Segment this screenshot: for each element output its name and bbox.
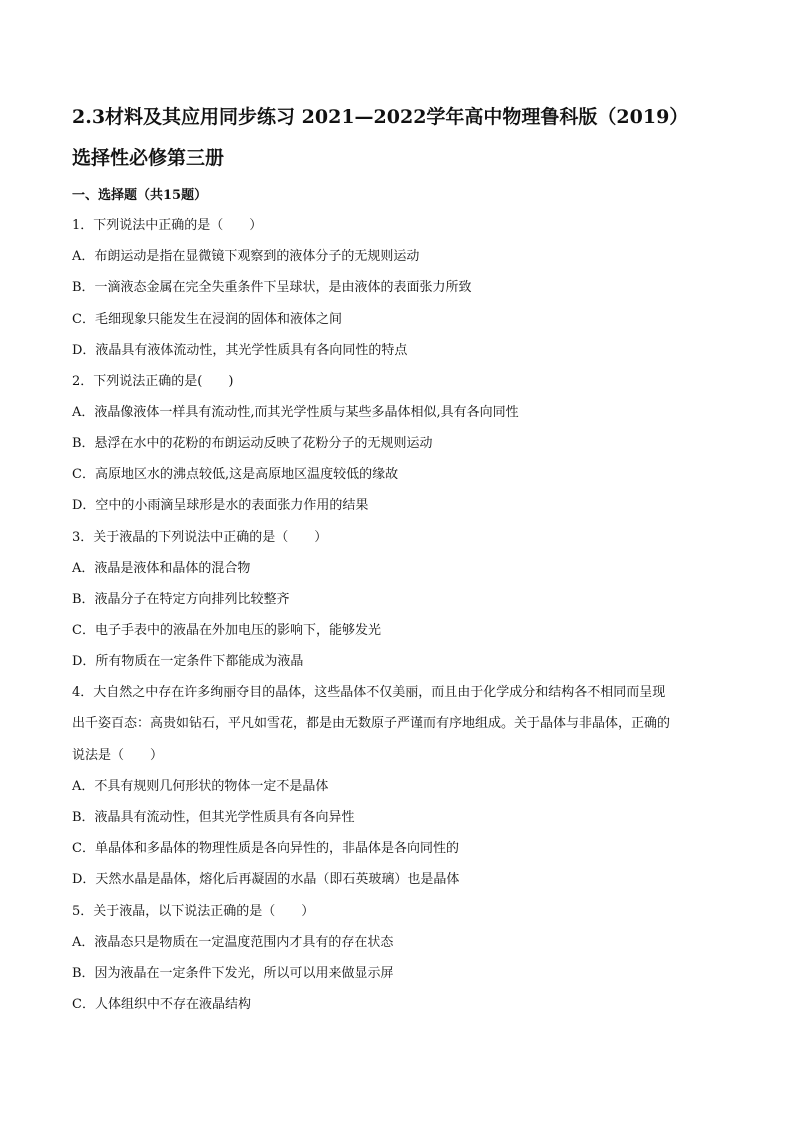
question-4-stem-line-2: 出千姿百态：高贵如钻石，平凡如雪花，都是由无数原子严谨而有序地组成。关于晶体与非晶体，正确的	[72, 716, 671, 731]
question-3-option-b: B．液晶分子在特定方向排列比较整齐	[72, 592, 290, 607]
question-2-stem: 2．下列说法正确的是( )	[72, 374, 234, 389]
question-5-option-b: B．因为液晶在一定条件下发光，所以可以用来做显示屏	[72, 966, 394, 981]
question-1-option-c: C．毛细现象只能发生在浸润的固体和液体之间	[72, 312, 342, 327]
question-4-stem-line-1: 4．大自然之中存在许多绚丽夺目的晶体，这些晶体不仅美丽，而且由于化学成分和结构各不相同而呈现	[72, 685, 666, 700]
question-2-option-a: A．液晶像液体一样具有流动性,而其光学性质与某些多晶体相似,具有各向同性	[72, 405, 519, 420]
document-title-line-2: 选择性必修第三册	[72, 147, 225, 169]
question-2-option-c: C．高原地区水的沸点较低,这是高原地区温度较低的缘故	[72, 467, 399, 482]
document-title-line-1: 2.3材料及其应用同步练习 2021—2022学年高中物理鲁科版（2019）	[72, 106, 689, 128]
question-1-stem: 1．下列说法中正确的是（ ）	[72, 218, 263, 233]
question-2-option-d: D．空中的小雨滴呈球形是水的表面张力作用的结果	[72, 498, 369, 513]
question-3-option-c: C．电子手表中的液晶在外加电压的影响下，能够发光	[72, 623, 381, 638]
question-4-option-d: D．天然水晶是晶体，熔化后再凝固的水晶（即石英玻璃）也是晶体	[72, 872, 460, 887]
question-4-option-c: C．单晶体和多晶体的物理性质是各向异性的，非晶体是各向同性的	[72, 841, 459, 856]
question-4-stem-line-3: 说法是（ ）	[72, 748, 164, 763]
question-3-option-a: A．液晶是液体和晶体的混合物	[72, 561, 251, 576]
question-2-option-b: B．悬浮在水中的花粉的布朗运动反映了花粉分子的无规则运动	[72, 436, 433, 451]
question-1-option-b: B．一滴液态金属在完全失重条件下呈球状，是由液体的表面张力所致	[72, 280, 472, 295]
question-3-option-d: D．所有物质在一定条件下都能成为液晶	[72, 654, 304, 669]
question-5-option-c: C．人体组织中不存在液晶结构	[72, 997, 251, 1012]
question-4-option-b: B．液晶具有流动性，但其光学性质具有各向异性	[72, 810, 355, 825]
question-4-option-a: A．不具有规则几何形状的物体一定不是晶体	[72, 779, 329, 794]
question-5-option-a: A．液晶态只是物质在一定温度范围内才具有的存在状态	[72, 935, 394, 950]
question-1-option-a: A．布朗运动是指在显微镜下观察到的液体分子的无规则运动	[72, 249, 420, 264]
question-5-stem: 5．关于液晶，以下说法正确的是（ ）	[72, 904, 315, 919]
question-3-stem: 3．关于液晶的下列说法中正确的是（ ）	[72, 530, 328, 545]
question-1-option-d: D．液晶具有液体流动性，其光学性质具有各向同性的特点	[72, 343, 408, 358]
section-heading: 一、选择题（共15题）	[72, 188, 208, 203]
